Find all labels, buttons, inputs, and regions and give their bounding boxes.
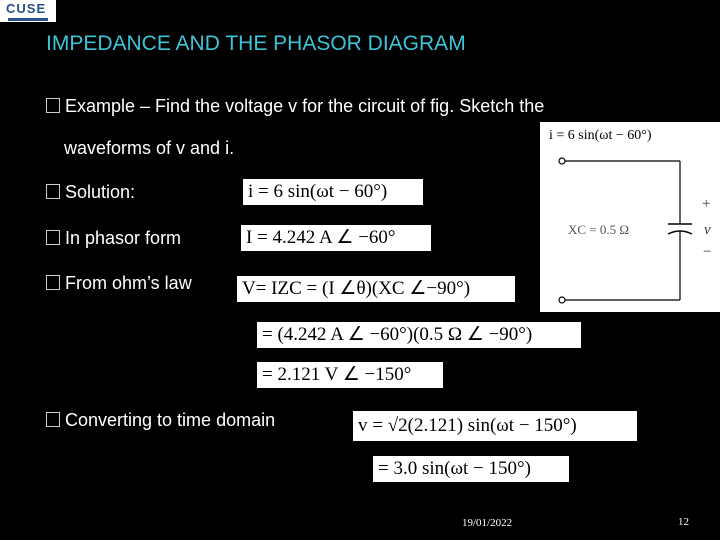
equation-V-sub: = (4.242 A ∠ −60°)(0.5 Ω ∠ −90°) [257,322,581,348]
bullet-box-icon [46,98,60,113]
circuit-xc-label: XC = 0.5 Ω [568,222,630,237]
page-number: 12 [678,516,689,528]
circuit-current-label: i = 6 sin(ωt − 60°) [549,128,652,143]
equation-i-time: i = 6 sin(ωt − 60°) [243,179,423,205]
circuit-plus-label: + [702,196,711,212]
bullet-phasor: In phasor form [46,228,181,249]
circuit-diagram [540,122,720,312]
bullet-example-continuation: waveforms of v and i. [64,138,235,158]
bullet-ohm: From ohm’s law [46,273,192,294]
bullet-box-icon [46,184,60,199]
bullet-box-icon [46,412,60,427]
equation-I-phasor: I = 4.242 A ∠ −60° [241,225,431,251]
circuit-minus-label: − [703,244,712,260]
equation-v-time: v = √2(2.121) sin(ωt − 150°) [353,411,637,441]
bullet-box-icon [46,275,60,290]
bullet-example: Example – Find the voltage v for the circuit of fig. Sketch the [46,96,544,117]
bullet-solution: Solution: [46,182,135,203]
footer-date: 19/01/2022 [462,517,513,529]
bullet-box-icon [46,230,60,245]
equation-v-final: = 3.0 sin(ωt − 150°) [373,456,569,482]
slide-title: IMPEDANCE AND THE PHASOR DIAGRAM [46,32,466,55]
equation-V-ohm: V= IZC = (I ∠θ)(XC ∠−90°) [237,276,515,302]
bullet-converting: Converting to time domain [46,410,275,431]
logo: CUSE [0,0,56,22]
circuit-wires [540,122,720,312]
circuit-v-label: v [704,222,711,238]
equation-V-result: = 2.121 V ∠ −150° [257,362,443,388]
